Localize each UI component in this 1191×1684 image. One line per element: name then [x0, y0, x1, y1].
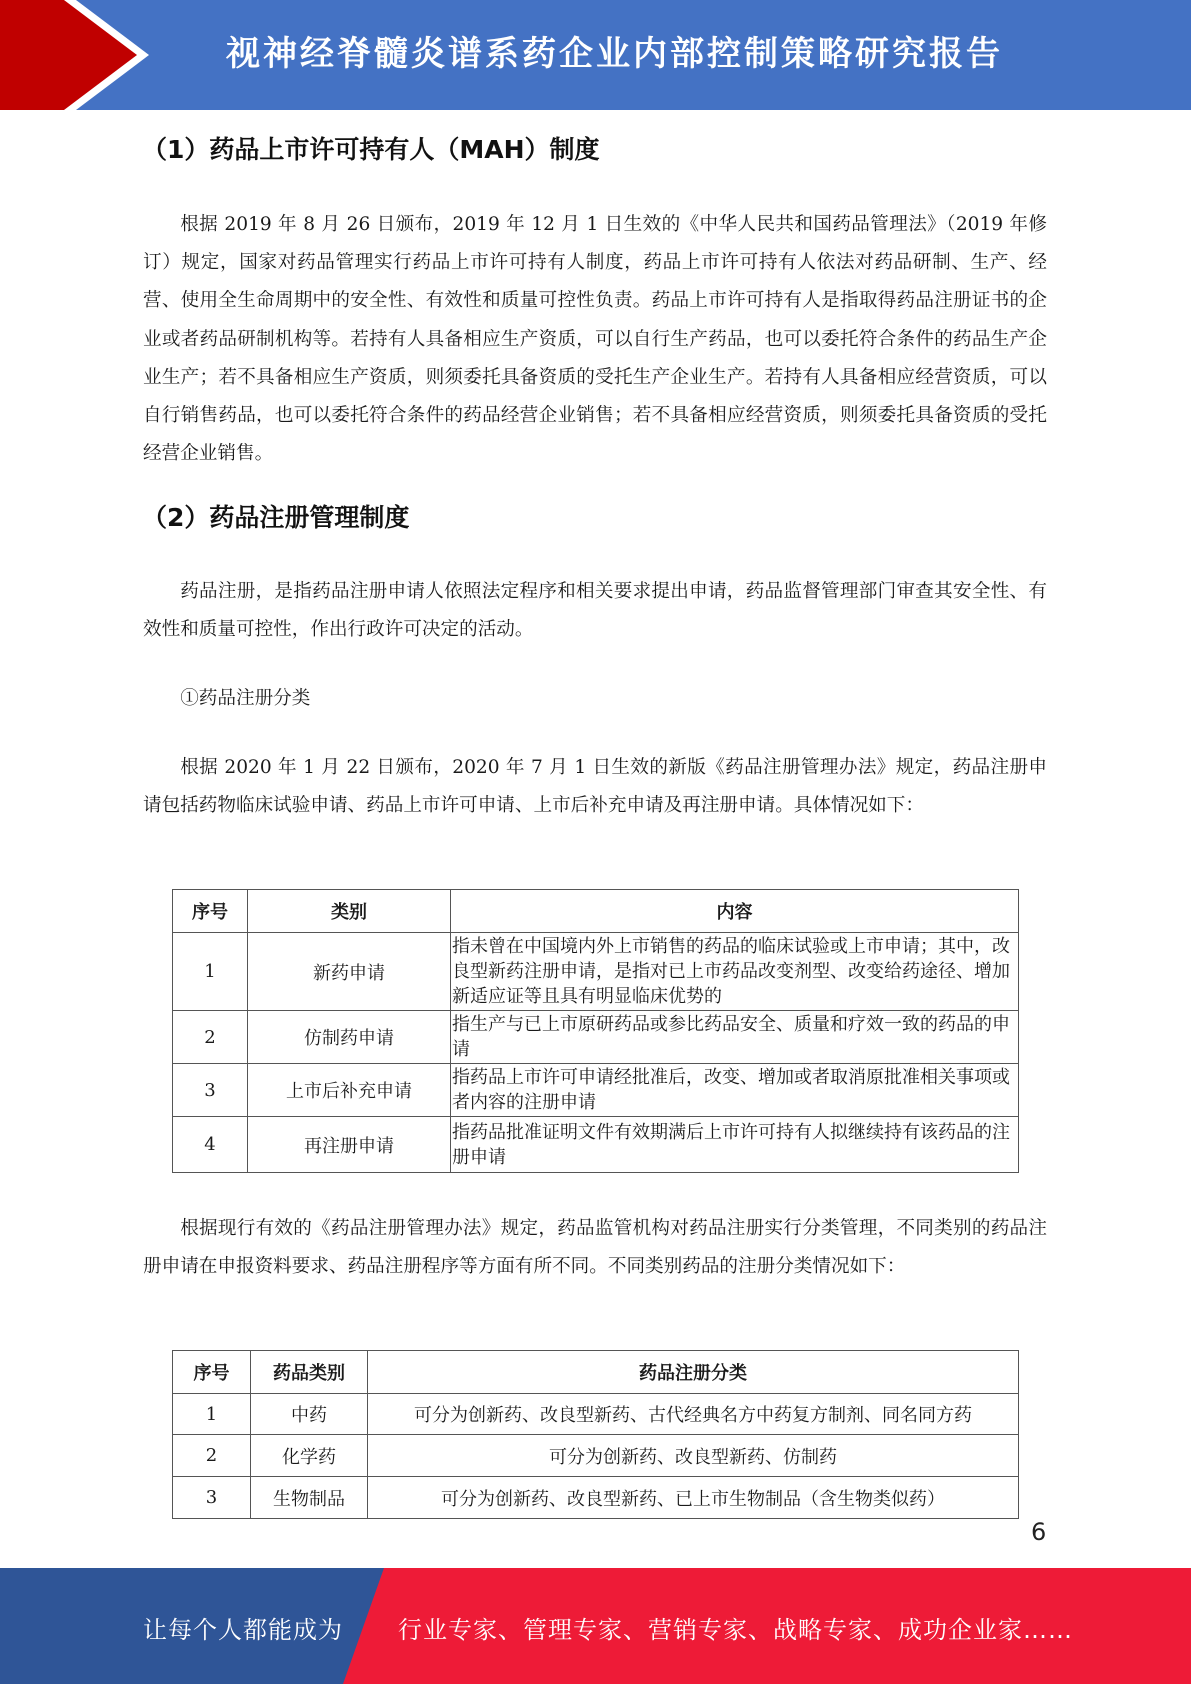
report-title: 视神经脊髓炎谱系药企业内部控制策略研究报告: [226, 34, 1003, 74]
table-cell-content: 指药品批准证明文件有效期满后上市许可持有人拟继续持有该药品的注册申请: [451, 1117, 1019, 1173]
table-cell-drug-type: 生物制品: [251, 1477, 368, 1519]
table-row: [173, 933, 1019, 1011]
table-cell-index: 3: [173, 1064, 248, 1117]
table-header-cell: 药品类别: [251, 1351, 368, 1394]
drug-classification-table: [172, 1350, 1019, 1519]
table-cell-classification: 可分为创新药、改良型新药、仿制药: [368, 1435, 1019, 1477]
table-cell-content: 指未曾在中国境内外上市销售的药品的临床试验或上市申请；其中，改良型新药注册申请，是指对已上市药品改变剂型、改变给药途径、增加新适应证等且具有明显临床优势的: [451, 933, 1019, 1011]
table-row: [173, 1064, 1019, 1117]
table-cell-index: 1: [173, 933, 248, 1011]
registration-types-table: [172, 889, 1019, 1173]
table-cell-drug-type: 中药: [251, 1394, 368, 1435]
section-heading-registration: （2）药品注册管理制度: [142, 503, 410, 532]
table-header-cell: 序号: [173, 1351, 251, 1394]
table-cell-classification: 可分为创新药、改良型新药、已上市生物制品（含生物类似药）: [368, 1477, 1019, 1519]
table-header-row: [173, 890, 1019, 933]
table-header-cell: 序号: [173, 890, 248, 933]
table-row: [173, 1477, 1019, 1519]
table-header-cell: 内容: [451, 890, 1019, 933]
page-number: 6: [1031, 1518, 1047, 1546]
table-cell-category: 再注册申请: [248, 1117, 451, 1173]
paragraph-registration-types: 根据 2020 年 1 月 22 日颁布，2020 年 7 月 1 日生效的新版《药品注册管理办法》规定，药品注册申请包括药物临床试验申请、药品上市许可申请、上市后补充申请及再注册申请。具体情况如下：: [143, 757, 1047, 817]
table-cell-category: 上市后补充申请: [248, 1064, 451, 1117]
table-cell-index: 3: [173, 1477, 251, 1519]
table-row: [173, 1435, 1019, 1477]
footer-slogan-left: 让每个人都能成为: [143, 1616, 343, 1644]
footer-slogan-right: 行业专家、管理专家、营销专家、战略专家、成功企业家……: [398, 1616, 1073, 1644]
table-cell-content: 指药品上市许可申请经批准后，改变、增加或者取消原批准相关事项或者内容的注册申请: [451, 1064, 1019, 1117]
section-heading-mah: （1）药品上市许可持有人（MAH）制度: [142, 135, 600, 164]
table-cell-drug-type: 化学药: [251, 1435, 368, 1477]
table-cell-content: 指生产与已上市原研药品或参比药品安全、质量和疗效一致的药品的申请: [451, 1011, 1019, 1064]
table-cell-index: 2: [173, 1011, 248, 1064]
table-header-cell: 类别: [248, 890, 451, 933]
table-row: [173, 1394, 1019, 1435]
table-cell-index: 2: [173, 1435, 251, 1477]
table-header-row: [173, 1351, 1019, 1394]
table-cell-category: 新药申请: [248, 933, 451, 1011]
paragraph-mah: 根据 2019 年 8 月 26 日颁布，2019 年 12 月 1 日生效的《中华人民共和国药品管理法》（2019 年修订）规定，国家对药品管理实行药品上市许可持有人制度，药品上市许可持有人依法对药品研制、生产、经营、使用全生命周期中的安全性、有效性和质量可控性负责。药品上市许可持有人是指取得药品注册证书的企业或者药品研制机构等。若持有人具备相应生产资质，可以自行生产药品，也可以委托符合条件的药品生产企业生产；若不具备相应生产资质，则须委托具备资质的受托生产企业生产。若持有人具备相应经营资质，可以自行销售药品，也可以委托符合条件的药品经营企业销售；若不具备相应经营资质，则须委托具备资质的受托经营企业销售。: [143, 214, 1047, 465]
subheading-registration-classification: ①药品注册分类: [180, 688, 311, 709]
paragraph-classification-management: 根据现行有效的《药品注册管理办法》规定，药品监管机构对药品注册实行分类管理，不同类别的药品注册申请在申报资料要求、药品注册程序等方面有所不同。不同类别药品的注册分类情况如下：: [143, 1218, 1047, 1278]
table-header-cell: 药品注册分类: [368, 1351, 1019, 1394]
table-cell-category: 仿制药申请: [248, 1011, 451, 1064]
paragraph-registration-definition: 药品注册，是指药品注册申请人依照法定程序和相关要求提出申请，药品监督管理部门审查其安全性、有效性和质量可控性，作出行政许可决定的活动。: [143, 581, 1047, 641]
header-banner: [0, 0, 1191, 110]
table-cell-index: 4: [173, 1117, 248, 1173]
footer-banner: [0, 1568, 1191, 1684]
table-row: [173, 1011, 1019, 1064]
table-cell-classification: 可分为创新药、改良型新药、古代经典名方中药复方制剂、同名同方药: [368, 1394, 1019, 1435]
table-row: [173, 1117, 1019, 1173]
table-cell-index: 1: [173, 1394, 251, 1435]
